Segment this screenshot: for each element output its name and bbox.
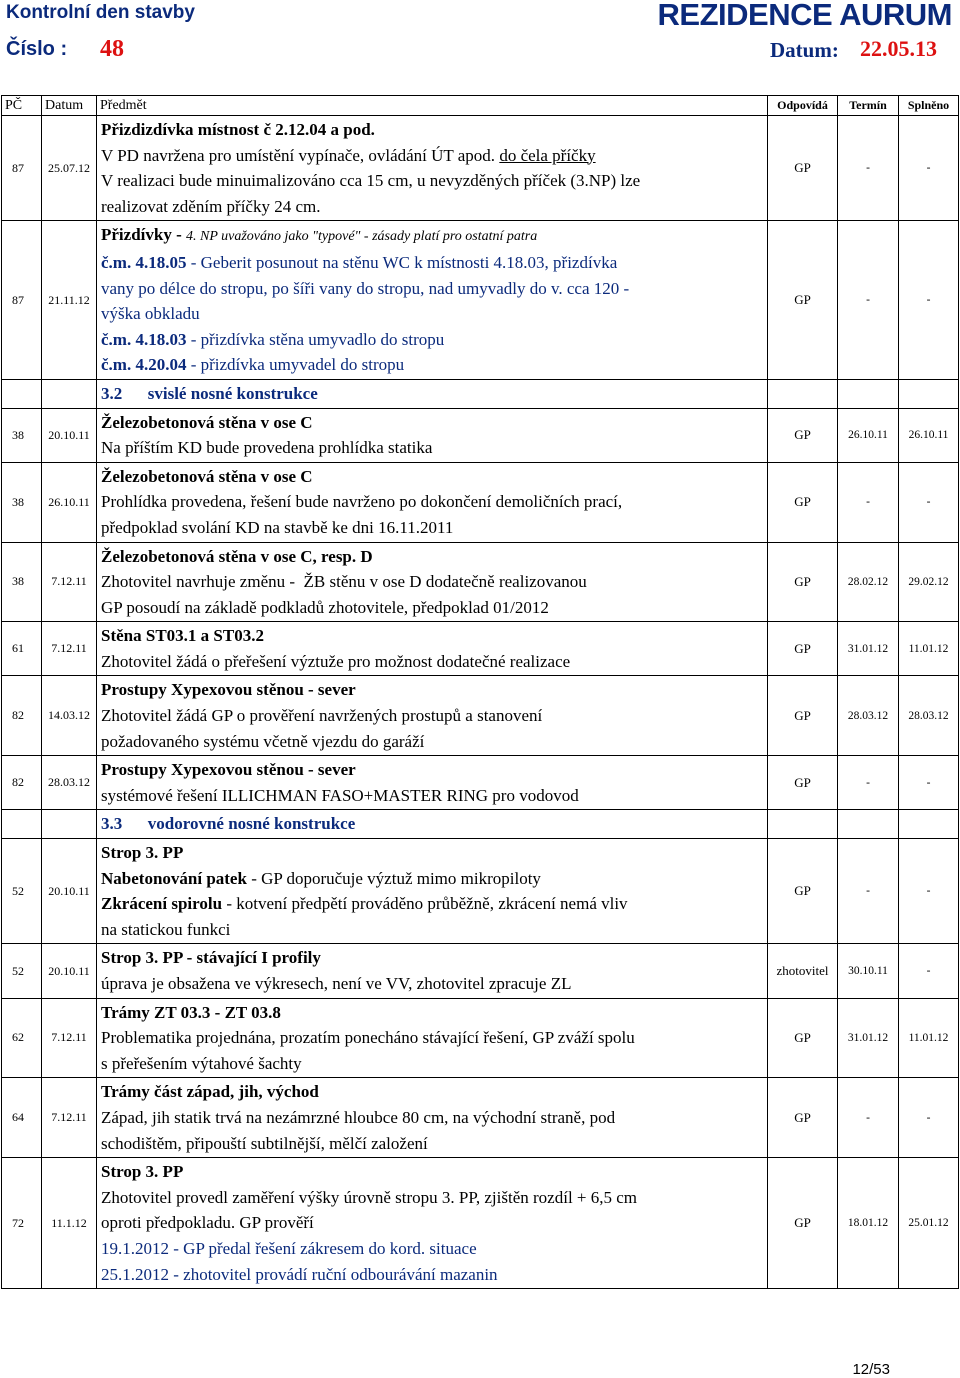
item-number: 72 — [2, 1158, 42, 1289]
subject-text: Problematika projednána, prozatím ponecháno stávající řešení, GP zváží spolu — [101, 1028, 635, 1048]
item-completed: 26.10.11 — [899, 408, 959, 462]
subject-text: V PD navržena pro umístění vypínače, ovládání ÚT apod. — [101, 145, 500, 165]
item-date: 11.1.12 — [42, 1158, 97, 1289]
subject-text: V realizaci bude minuimalizováno cca 15 cm, u nevyzděných příček (3.NP) lze — [101, 171, 641, 191]
item-date: 20.10.11 — [42, 408, 97, 462]
col-header-odpovida: Odpovídá — [768, 96, 838, 116]
subject-line — [101, 1025, 767, 1051]
item-number: 38 — [2, 462, 42, 542]
table-row — [2, 1158, 959, 1289]
subject-text: do čela příčky — [499, 145, 596, 165]
table-row — [2, 221, 959, 380]
subject-text: - GP doporučuje výztuž mimo mikropiloty — [251, 868, 541, 888]
subject-line — [101, 677, 767, 703]
subject-line — [101, 569, 767, 595]
subject-text: - přizdívka umyvadel do stropu — [190, 355, 405, 375]
item-deadline: 18.01.12 — [838, 1158, 899, 1289]
item-deadline: 30.10.11 — [838, 944, 899, 998]
item-date: 7.12.11 — [42, 998, 97, 1078]
item-responsible: GP — [768, 756, 838, 810]
subject-line — [101, 435, 767, 461]
item-number: 38 — [2, 542, 42, 622]
number-label: Číslo : — [6, 38, 68, 60]
subject-text: - Geberit posunout na stěnu WC k místnosti 4.18.03, přizdívka — [190, 252, 618, 272]
subject-text: Zhotovitel navrhuje změnu - ŽB stěnu v ose D dodatečně realizovanou — [101, 572, 587, 592]
item-subject — [97, 221, 768, 380]
empty-cell — [768, 810, 838, 839]
item-date: 7.12.11 — [42, 1078, 97, 1158]
item-date: 28.03.12 — [42, 756, 97, 810]
table-row — [2, 676, 959, 756]
subject-line — [101, 327, 767, 353]
subject-line — [101, 783, 767, 809]
subject-text: výška obkladu — [101, 304, 200, 324]
subject-line — [101, 352, 767, 378]
subject-line — [101, 1131, 767, 1157]
subject-text: na statickou funkci — [101, 919, 231, 939]
subject-line — [101, 117, 767, 143]
subject-line — [101, 276, 767, 302]
item-completed: - — [899, 116, 959, 221]
section-row — [2, 379, 959, 408]
col-header-datum: Datum — [42, 96, 97, 116]
minutes-table — [1, 95, 959, 1289]
item-responsible: GP — [768, 676, 838, 756]
subject-line — [101, 595, 767, 621]
section-cell — [97, 810, 768, 839]
subject-line — [101, 1159, 767, 1185]
empty-cell — [2, 810, 42, 839]
table-row — [2, 944, 959, 998]
item-number: 61 — [2, 622, 42, 676]
table-row — [2, 1078, 959, 1158]
item-number: 38 — [2, 408, 42, 462]
document-title: Kontrolní den stavby — [6, 2, 195, 23]
subject-text: Přizdívky - — [101, 225, 186, 245]
subject-text: Zhotovitel žádá o přeřešení výztuže pro možnost dodatečné realizace — [101, 651, 571, 671]
report-date: 22.05.13 — [860, 36, 937, 61]
item-number: 52 — [2, 839, 42, 944]
item-responsible: GP — [768, 116, 838, 221]
subject-line — [101, 515, 767, 541]
empty-cell — [899, 379, 959, 408]
subject-line — [101, 1210, 767, 1236]
table-row — [2, 998, 959, 1078]
subject-text: GP posoudí na základě podkladů zhotovitele, předpoklad 01/2012 — [101, 597, 549, 617]
subject-line — [101, 1185, 767, 1211]
subject-text: požadovaného systému včetně vjezdu do garáží — [101, 731, 425, 751]
item-completed: - — [899, 756, 959, 810]
item-subject — [97, 622, 768, 676]
table-row — [2, 462, 959, 542]
subject-text: Strop 3. PP — [101, 1162, 184, 1182]
subject-line — [101, 917, 767, 943]
table-row — [2, 408, 959, 462]
table-row — [2, 542, 959, 622]
table-row — [2, 839, 959, 944]
subject-line — [101, 1236, 767, 1262]
item-deadline: - — [838, 839, 899, 944]
subject-text: Trámy ZT 03.3 - ZT 03.8 — [101, 1002, 281, 1022]
item-completed: - — [899, 1078, 959, 1158]
empty-cell — [838, 379, 899, 408]
subject-line — [101, 410, 767, 436]
item-completed: 28.03.12 — [899, 676, 959, 756]
item-completed: 11.01.12 — [899, 622, 959, 676]
item-date: 25.07.12 — [42, 116, 97, 221]
item-deadline: 31.01.12 — [838, 998, 899, 1078]
item-number: 82 — [2, 676, 42, 756]
section-cell — [97, 379, 768, 408]
subject-line — [101, 1105, 767, 1131]
empty-cell — [42, 379, 97, 408]
item-deadline: - — [838, 462, 899, 542]
subject-line — [101, 623, 767, 649]
subject-text: Strop 3. PP — [101, 843, 184, 863]
item-responsible: GP — [768, 542, 838, 622]
subject-line — [101, 866, 767, 892]
table-row — [2, 116, 959, 221]
col-header-predmet: Předmět — [97, 96, 768, 116]
subject-text: Západ, jih statik trvá na nezámrzné hloubce 80 cm, na východní straně, pod — [101, 1107, 616, 1127]
subject-text: 19.1.2012 - GP předal řešení zákresem do kord. situace — [101, 1238, 477, 1258]
subject-text: Železobetonová stěna v ose C — [101, 412, 313, 432]
subject-text: 4. NP uvažováno jako "typové" - zásady platí pro ostatní patra — [186, 229, 538, 245]
item-subject — [97, 998, 768, 1078]
subject-text: č.m. 4.20.04 — [101, 355, 191, 375]
subject-text: Železobetonová stěna v ose C — [101, 466, 313, 486]
subject-text: - přizdívka stěna umyvadlo do stropu — [190, 329, 445, 349]
subject-text: schodištěm, připouští subtilnější, mělčí založení — [101, 1133, 428, 1153]
item-deadline: 31.01.12 — [838, 622, 899, 676]
subject-line — [101, 489, 767, 515]
subject-text: Nabetonování patek — [101, 868, 252, 888]
table-row — [2, 622, 959, 676]
subject-text: Stěna ST03.1 a ST03.2 — [101, 626, 264, 646]
item-date: 7.12.11 — [42, 542, 97, 622]
item-responsible: GP — [768, 462, 838, 542]
item-responsible: GP — [768, 839, 838, 944]
item-subject — [97, 116, 768, 221]
item-completed: - — [899, 462, 959, 542]
item-number: 87 — [2, 116, 42, 221]
date-label: Datum: — [770, 38, 839, 62]
empty-cell — [768, 379, 838, 408]
item-deadline: 28.02.12 — [838, 542, 899, 622]
section-row — [2, 810, 959, 839]
item-responsible: GP — [768, 998, 838, 1078]
col-header-pc: PČ — [2, 96, 42, 116]
subject-line — [101, 1262, 767, 1288]
item-deadline: - — [838, 756, 899, 810]
subject-text: Strop 3. PP - stávající I profily — [101, 948, 321, 968]
subject-text: vany po délce do stropu, po šíři vany do stropu, nad umyvadly do v. cca 120 - — [101, 278, 630, 298]
subject-line — [101, 544, 767, 570]
item-completed: 25.01.12 — [899, 1158, 959, 1289]
subject-line — [101, 1079, 767, 1105]
item-subject — [97, 462, 768, 542]
table-row — [2, 756, 959, 810]
subject-line — [101, 143, 767, 169]
section-heading: 3.2 svislé nosné konstrukce — [101, 383, 318, 403]
table-header-row — [2, 96, 959, 116]
subject-line — [101, 729, 767, 755]
subject-text: Železobetonová stěna v ose C, resp. D — [101, 546, 373, 566]
col-header-termin: Termín — [838, 96, 899, 116]
item-deadline: 26.10.11 — [838, 408, 899, 462]
item-responsible: GP — [768, 408, 838, 462]
empty-cell — [2, 379, 42, 408]
subject-line — [101, 222, 767, 250]
item-deadline: - — [838, 1078, 899, 1158]
subject-line — [101, 464, 767, 490]
item-deadline: - — [838, 221, 899, 380]
col-header-splneno: Splněno — [899, 96, 959, 116]
subject-text: č.m. 4.18.05 — [101, 252, 191, 272]
item-completed: 29.02.12 — [899, 542, 959, 622]
item-subject — [97, 756, 768, 810]
item-number: 62 — [2, 998, 42, 1078]
item-responsible: zhotovitel — [768, 944, 838, 998]
subject-text: realizovat zděním příčky 24 cm. — [101, 196, 321, 216]
item-number: 52 — [2, 944, 42, 998]
subject-line — [101, 1051, 767, 1077]
item-date: 14.03.12 — [42, 676, 97, 756]
item-deadline: 28.03.12 — [838, 676, 899, 756]
item-responsible: GP — [768, 221, 838, 380]
subject-text: č.m. 4.18.03 — [101, 329, 191, 349]
subject-line — [101, 301, 767, 327]
item-completed: - — [899, 944, 959, 998]
subject-line — [101, 945, 767, 971]
item-subject — [97, 1078, 768, 1158]
item-subject — [97, 676, 768, 756]
subject-text: úprava je obsažena ve výkresech, není ve VV, zhotovitel zpracuje ZL — [101, 974, 572, 993]
subject-text: Přizdizdívka místnost č 2.12.04 a pod. — [101, 120, 375, 139]
item-subject — [97, 1158, 768, 1289]
subject-text: předpoklad svolání KD na stavbě ke dni 16.11.2011 — [101, 517, 454, 537]
subject-line — [101, 840, 767, 866]
subject-text: s přeřešením výtahové šachty — [101, 1053, 302, 1073]
item-subject — [97, 944, 768, 998]
subject-text: Zhotovitel žádá GP o prověření navržených prostupů a stanovení — [101, 706, 543, 726]
item-responsible: GP — [768, 622, 838, 676]
subject-line — [101, 757, 767, 783]
item-date: 20.10.11 — [42, 944, 97, 998]
subject-line — [101, 703, 767, 729]
subject-text: Prostupy Xypexovou stěnou - sever — [101, 760, 356, 780]
section-heading: 3.3 vodorovné nosné konstrukce — [101, 814, 356, 834]
subject-line — [101, 891, 767, 917]
item-subject — [97, 839, 768, 944]
item-subject — [97, 542, 768, 622]
subject-text: 25.1.2012 - zhotovitel provádí ruční odbourávání mazanin — [101, 1264, 498, 1284]
item-completed: - — [899, 221, 959, 380]
item-number: 64 — [2, 1078, 42, 1158]
subject-text: Zkrácení spirolu — [101, 894, 227, 914]
item-date: 26.10.11 — [42, 462, 97, 542]
subject-text: Prostupy Xypexovou stěnou - sever — [101, 680, 356, 700]
subject-text: systémové řešení ILLICHMAN FASO+MASTER RING pro vodovod — [101, 785, 579, 805]
page-number: 12/53 — [852, 1361, 890, 1378]
subject-line — [101, 649, 767, 675]
subject-text: - kotvení předpětí prováděno průběžně, zkrácení nemá vliv — [226, 894, 628, 914]
item-deadline: - — [838, 116, 899, 221]
empty-cell — [42, 810, 97, 839]
subject-line — [101, 194, 767, 220]
item-number: 87 — [2, 221, 42, 380]
item-date: 7.12.11 — [42, 622, 97, 676]
subject-line — [101, 250, 767, 276]
item-completed: - — [899, 839, 959, 944]
subject-line — [101, 971, 767, 997]
subject-line — [101, 168, 767, 194]
empty-cell — [899, 810, 959, 839]
subject-line — [101, 1000, 767, 1026]
item-subject — [97, 408, 768, 462]
subject-text: Prohlídka provedena, řešení bude navrženo po dokončení demoličních prací, — [101, 492, 623, 512]
item-completed: 11.01.12 — [899, 998, 959, 1078]
item-number: 82 — [2, 756, 42, 810]
item-responsible: GP — [768, 1158, 838, 1289]
item-date: 21.11.12 — [42, 221, 97, 380]
project-name: REZIDENCE AURUM — [657, 0, 952, 32]
subject-text: Na příštím KD bude provedena prohlídka statika — [101, 438, 433, 458]
item-date: 20.10.11 — [42, 839, 97, 944]
report-number: 48 — [100, 36, 124, 62]
subject-text: Zhotovitel provedl zaměření výšky úrovně stropu 3. PP, zjištěn rozdíl + 6,5 cm — [101, 1187, 638, 1207]
item-responsible: GP — [768, 1078, 838, 1158]
empty-cell — [838, 810, 899, 839]
subject-text: oproti předpokladu. GP prověří — [101, 1213, 314, 1233]
subject-text: Trámy část západ, jih, východ — [101, 1082, 319, 1102]
